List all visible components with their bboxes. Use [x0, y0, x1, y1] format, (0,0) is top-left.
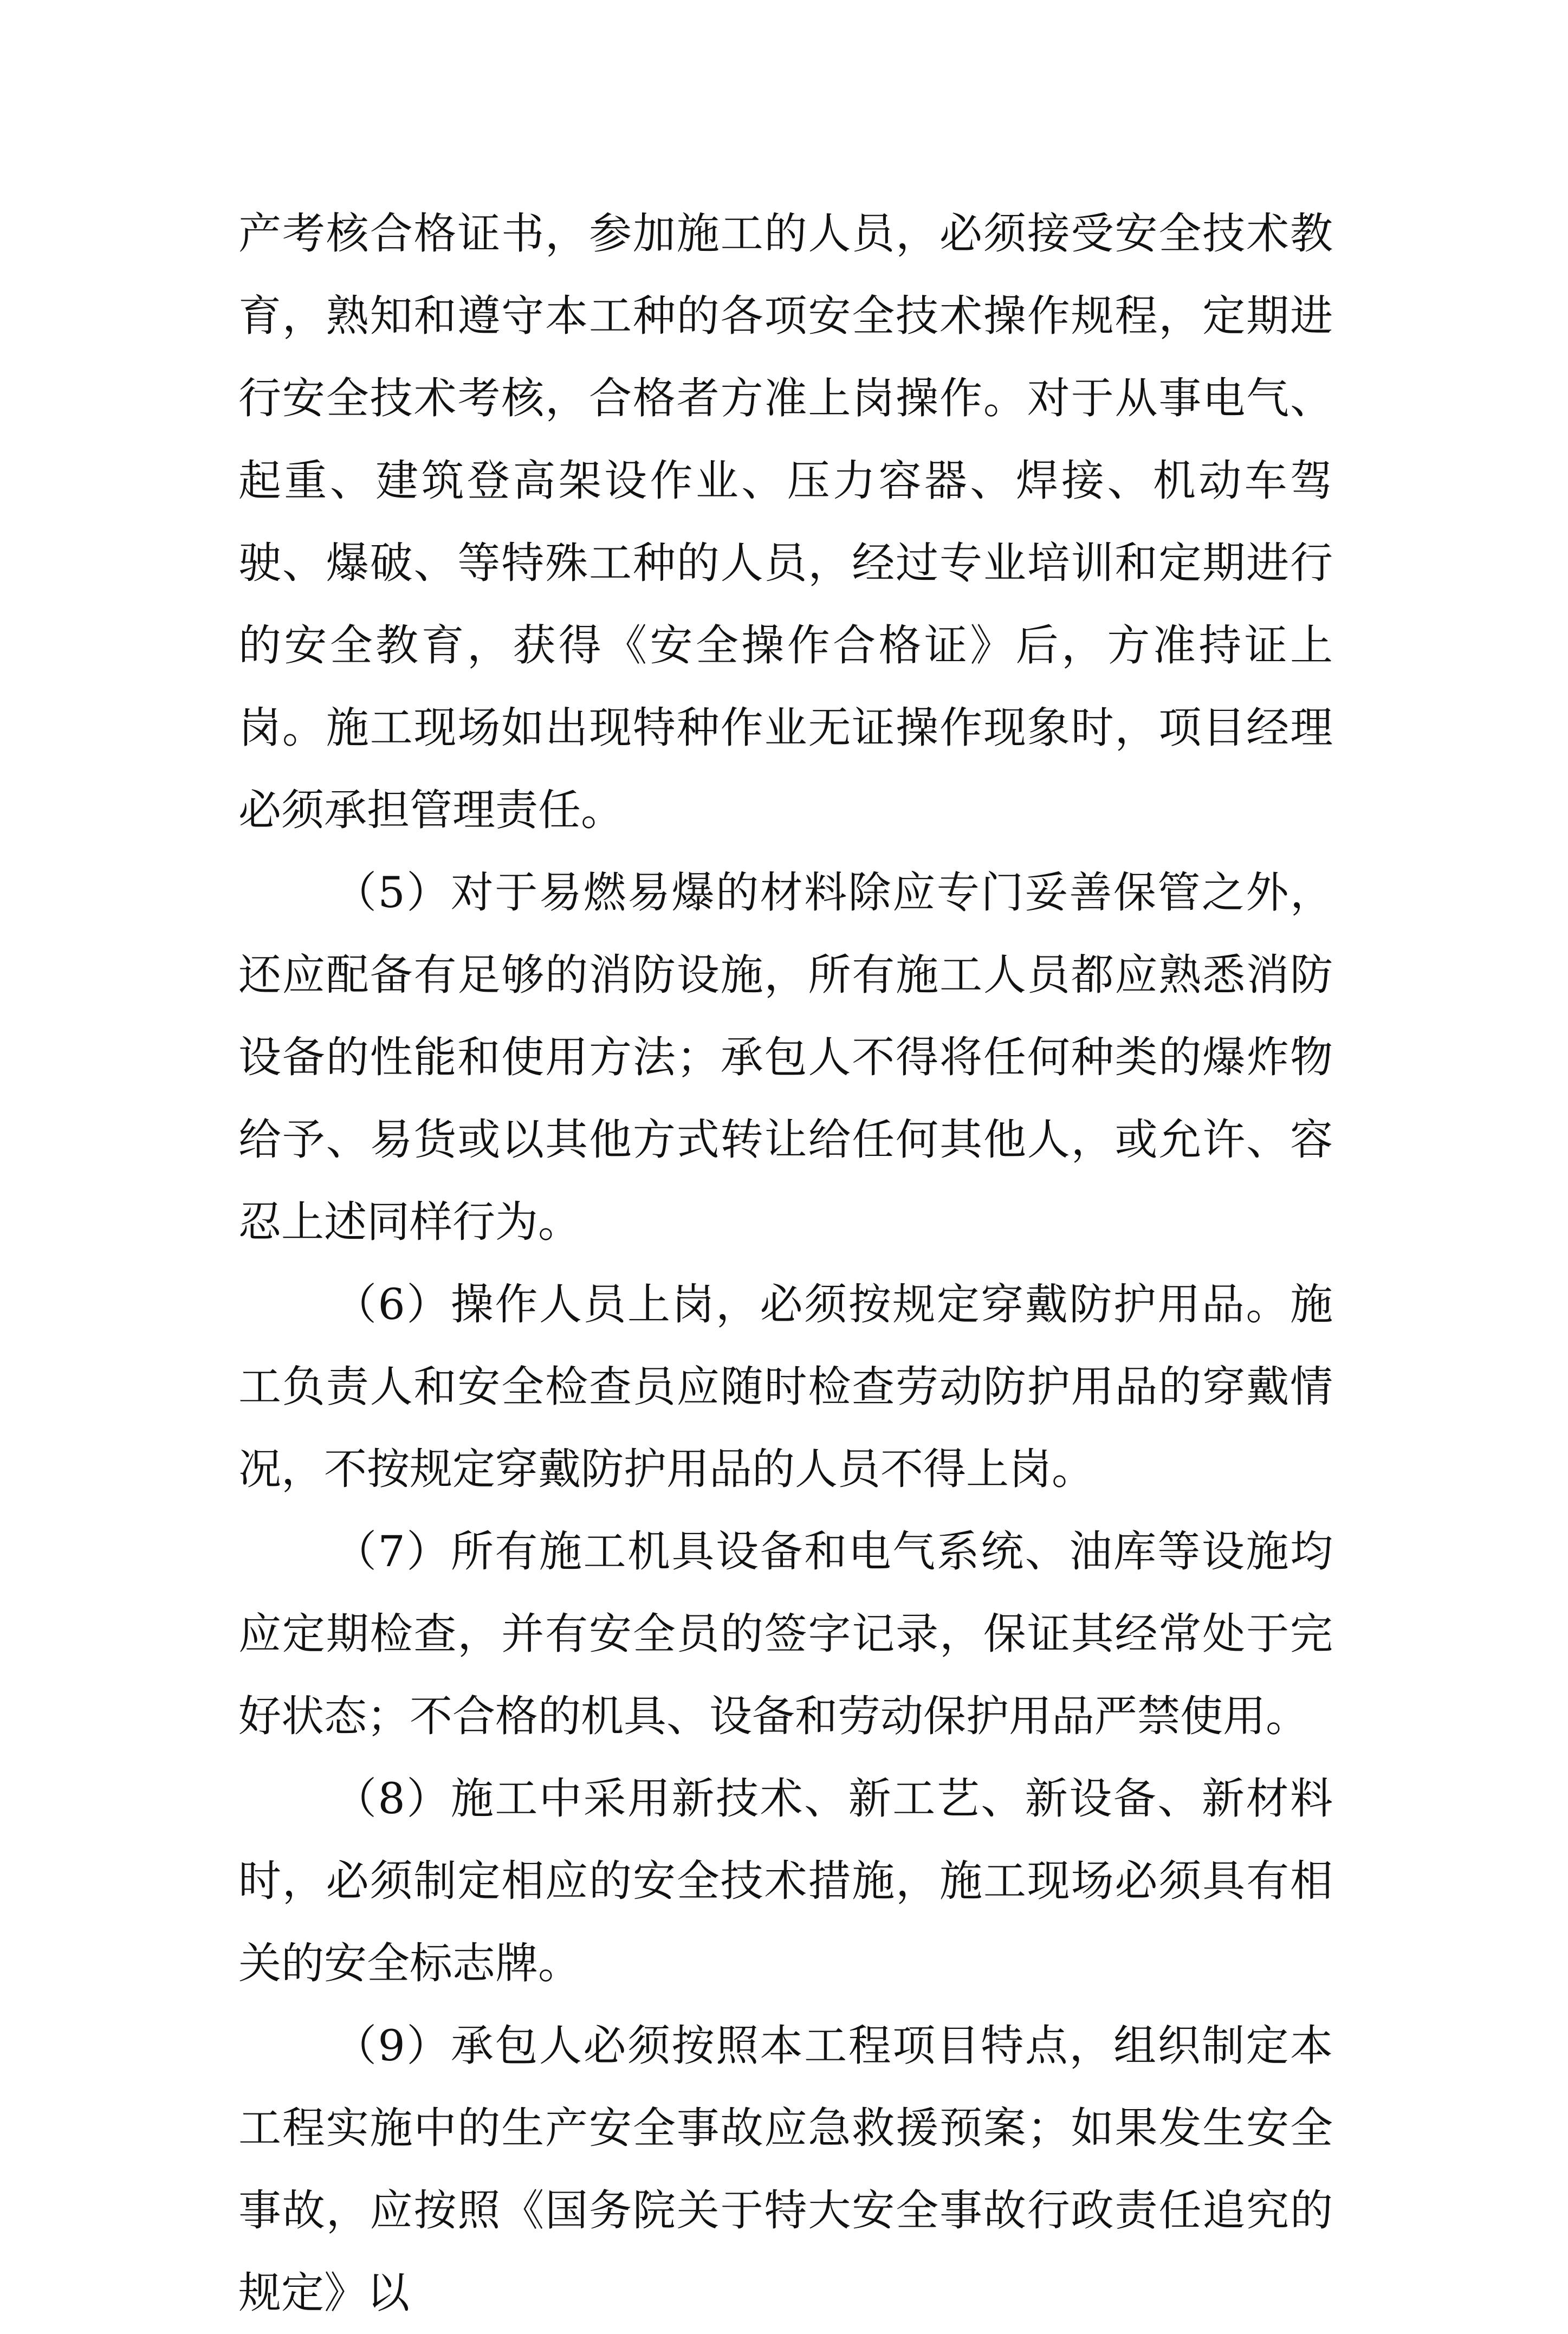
paragraph-item-6: （6）操作人员上岗，必须按规定穿戴防护用品。施工负责人和安全检查员应随时检查劳动防护用品的穿戴情况，不按规定穿戴防护用品的人员不得上岗。: [238, 1279, 1333, 1494]
paragraph-item-8: （8）施工中采用新技术、新工艺、新设备、新材料时，必须制定相应的安全技术措施，施工现场必须具有相关的安全标志牌。: [238, 1774, 1333, 1988]
paragraph-item-7: （7）所有施工机具设备和电气系统、油库等设施均应定期检查，并有安全员的签字记录，保证其经常处于完好状态；不合格的机具、设备和劳动保护用品严禁使用。: [238, 1527, 1333, 1741]
document-body: [238, 192, 1333, 2334]
paragraph-item-5: （5）对于易燃易爆的材料除应专门妥善保管之外，还应配备有足够的消防设施，所有施工人员都应熟悉消防设备的性能和使用方法；承包人不得将任何种类的爆炸物给予、易货或以其他方式转让给任何其他人，或允许、容忍上述同样行为。: [238, 868, 1333, 1247]
paragraph-continued: 产考核合格证书，参加施工的人员，必须接受安全技术教育，熟知和遵守本工种的各项安全技术操作规程，定期进行安全技术考核，合格者方准上岗操作。对于从事电气、起重、建筑登高架设作业、压力容器、焊接、机动车驾驶、爆破、等特殊工种的人员，经过专业培训和定期进行的安全教育，获得《安全操作合格证》后，方准持证上岗。施工现场如出现特种作业无证操作现象时，项目经理必须承担管理责任。: [238, 209, 1333, 835]
paragraph-item-9: （9）承包人必须按照本工程项目特点，组织制定本工程实施中的生产安全事故应急救援预案；如果发生安全事故，应按照《国务院关于特大安全事故行政责任追究的规定》以: [238, 2021, 1333, 2318]
